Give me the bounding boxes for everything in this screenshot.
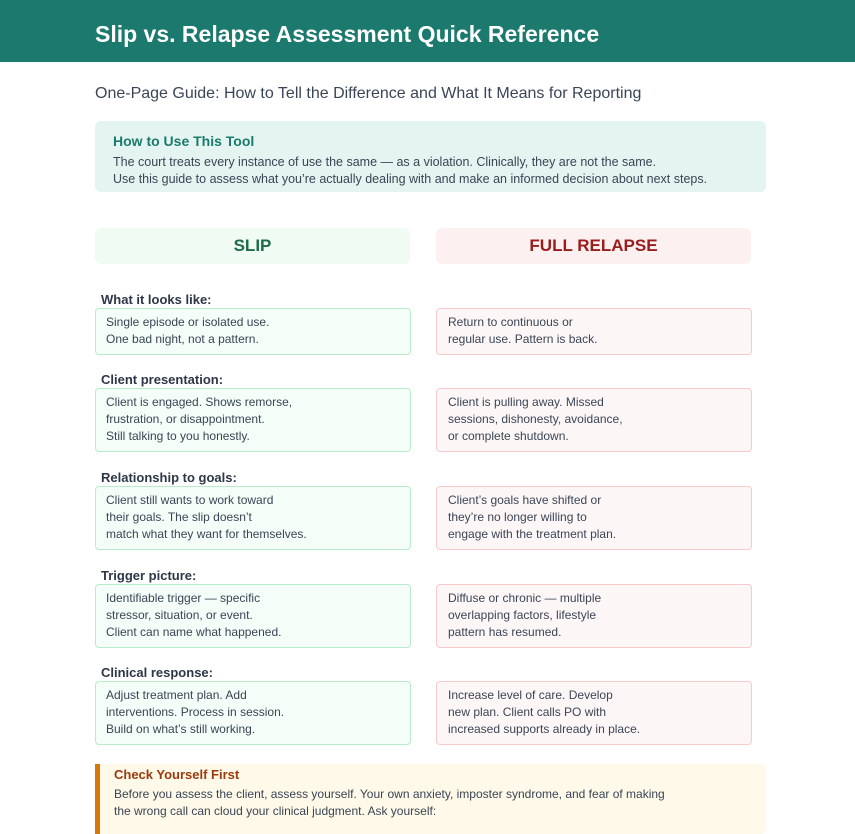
check-yourself-line: the wrong call can cloud your clinical judgment. Ask yourself: <box>114 804 437 818</box>
cell-line: One bad night, not a pattern. <box>106 332 259 346</box>
row-label-looks-like: What it looks like: <box>101 292 212 307</box>
page-title: Slip vs. Relapse Assessment Quick Reference <box>95 21 600 47</box>
slip-cell-client-presentation <box>95 388 411 452</box>
relapse-cell-clinical-response <box>436 681 752 745</box>
cell-line: engage with the treatment plan. <box>448 527 617 541</box>
row-label-trigger-picture: Trigger picture: <box>101 568 197 583</box>
slip-cell-trigger-picture <box>95 584 411 648</box>
slip-cell-clinical-response <box>95 681 411 745</box>
how-to-use-title: How to Use This Tool <box>113 133 255 149</box>
cell-line: Client’s goals have shifted or <box>448 493 602 507</box>
cell-line: frustration, or disappointment. <box>106 412 265 426</box>
row-label-relationship-to-goals: Relationship to goals: <box>101 470 237 485</box>
relapse-cell-client-presentation <box>436 388 752 452</box>
how-to-use-line: Use this guide to assess what you’re actually dealing with and make an informed decision about next steps. <box>113 172 708 186</box>
cell-line: Identifiable trigger — specific <box>106 591 261 605</box>
cell-line: sessions, dishonesty, avoidance, <box>448 412 623 426</box>
how-to-use-line: The court treats every instance of use the same — as a violation. Clinically, they are not the same. <box>113 155 657 169</box>
slip-column-header: SLIP <box>95 228 410 264</box>
cell-line: Client is engaged. Shows remorse, <box>106 395 293 409</box>
cell-line: Client still wants to work toward <box>106 493 274 507</box>
relapse-cell-relationship-to-goals <box>436 486 752 550</box>
cell-line: Still talking to you honestly. <box>106 429 250 443</box>
slip-cell-looks-like <box>95 308 411 355</box>
cell-line: pattern has resumed. <box>448 625 562 639</box>
cell-line: overlapping factors, lifestyle <box>448 608 597 622</box>
relapse-column-header: FULL RELAPSE <box>436 228 751 264</box>
cell-line: Single episode or isolated use. <box>106 315 270 329</box>
row-label-client-presentation: Client presentation: <box>101 372 224 387</box>
check-yourself-line: Before you assess the client, assess yourself. Your own anxiety, imposter syndrome, and fear of making <box>114 787 665 801</box>
check-yourself-title: Check Yourself First <box>114 767 240 782</box>
how-to-use-box <box>95 121 766 192</box>
cell-line: Client is pulling away. Missed <box>448 395 604 409</box>
cell-line: Increase level of care. Develop <box>448 688 613 702</box>
relapse-cell-trigger-picture <box>436 584 752 648</box>
cell-line: they’re no longer willing to <box>448 510 587 524</box>
page-header <box>0 0 855 62</box>
cell-line: interventions. Process in session. <box>106 705 285 719</box>
cell-line: Adjust treatment plan. Add <box>106 688 247 702</box>
cell-line: Client can name what happened. <box>106 625 282 639</box>
cell-line: stressor, situation, or event. <box>106 608 253 622</box>
cell-line: new plan. Client calls PO with <box>448 705 607 719</box>
relapse-cell-looks-like <box>436 308 752 355</box>
cell-line: regular use. Pattern is back. <box>448 332 598 346</box>
cell-line: Diffuse or chronic — multiple <box>448 591 602 605</box>
check-yourself-body <box>114 786 752 820</box>
cell-line: their goals. The slip doesn’t <box>106 510 252 524</box>
cell-line: or complete shutdown. <box>448 429 569 443</box>
cell-line: match what they want for themselves. <box>106 527 307 541</box>
how-to-use-body <box>113 154 748 188</box>
cell-line: Return to continuous or <box>448 315 573 329</box>
cell-line: Build on what’s still working. <box>106 722 256 736</box>
page-subtitle: One-Page Guide: How to Tell the Difference and What It Means for Reporting <box>95 85 642 102</box>
slip-cell-relationship-to-goals <box>95 486 411 550</box>
cell-line: increased supports already in place. <box>448 722 641 736</box>
row-label-clinical-response: Clinical response: <box>101 665 213 680</box>
check-yourself-box <box>95 764 766 834</box>
